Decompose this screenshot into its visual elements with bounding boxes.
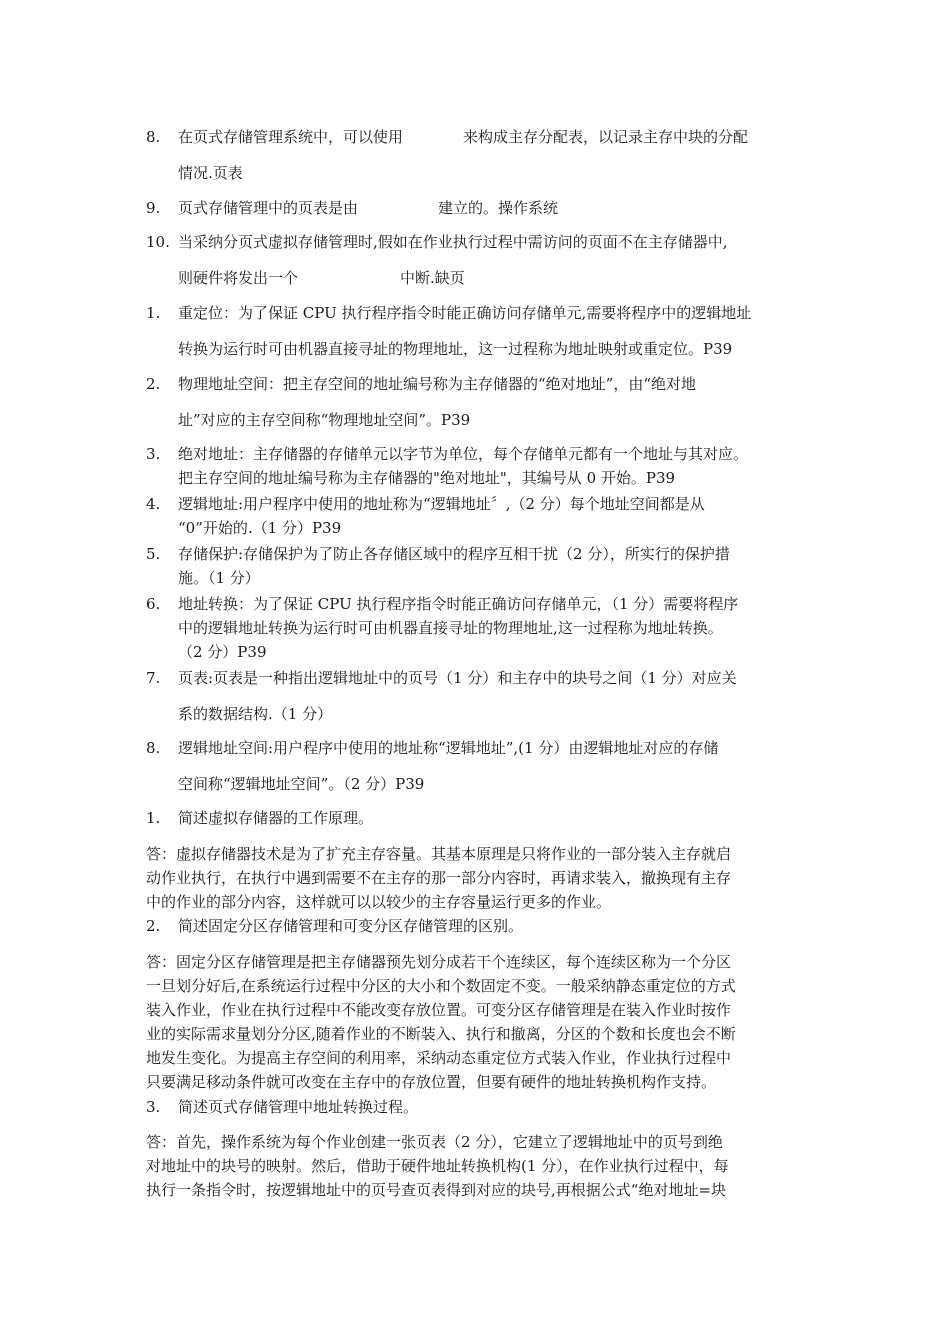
item-text: 绝对地址：主存储器的存储单元以字节为单位，每个存储单元都有一个地址与其对应。 (178, 445, 749, 463)
item-text: 逻辑地址:用户程序中使用的地址称为“逻辑地址〞,（2 分）每个地址空间都是从 (178, 495, 705, 513)
answer-line: 答：虚拟存储器技术是为了扩充主存容量。其基本原理是只将作业的一部分装入主存就启 (146, 845, 732, 863)
question-number: 3. (146, 1098, 161, 1116)
item-text: 逻辑地址空间:用户程序中使用的地址称“逻辑地址”,(1 分）由逻辑地址对应的存储 (178, 739, 719, 757)
item-text-continued: （2 分）P39 (178, 643, 267, 661)
item-text-continued: 空间称“逻辑地址空间”。（2 分）P39 (178, 775, 425, 793)
answer-line: 中的作业的部分内容，这样就可以以较少的主存容量运行更多的作业。 (146, 893, 612, 911)
item-text: 存储保护:存储保护为了防止各存储区域中的程序互相干扰（2 分），所实行的保护措 (178, 545, 730, 563)
item-text-continued: 情况.页表 (178, 164, 243, 182)
question-text: 简述虚拟存储器的工作原理。 (178, 809, 374, 827)
answer-line: 装入作业，作业在执行过程中不能改变存放位置。可变分区存储管理是在装入作业时按作 (146, 1001, 732, 1019)
answer-line: 业的实际需求量划分分区,随着作业的不断装入、执行和撤离，分区的个数和长度也会不断 (146, 1025, 736, 1043)
item-text-continued: 系的数据结构.（1 分） (178, 705, 333, 723)
question-text: 简述固定分区存储管理和可变分区存储管理的区别。 (178, 917, 524, 935)
item-text-continued: 址”对应的主存空间称“物理地址空间”。P39 (178, 411, 471, 429)
question-text: 简述页式存储管理中地址转换过程。 (178, 1098, 419, 1116)
item-text: 当采纳分页式虚拟存储管理时,假如在作业执行过程中需访问的页面不在主存储器中, (178, 233, 728, 251)
item-number: 2. (146, 375, 161, 393)
answer-line: 执行一条指令时，按逻辑地址中的页号查页表得到对应的块号,再根据公式“绝对地址=块 (146, 1181, 727, 1199)
item-number: 8. (146, 739, 161, 757)
item-number: 5. (146, 545, 161, 563)
item-text: 物理地址空间：把主存空间的地址编号称为主存储器的“绝对地址”，由“绝对地 (178, 375, 697, 393)
item-number: 3. (146, 445, 161, 463)
item-text-continued: 施。（1 分） (178, 569, 260, 587)
item-text: 重定位：为了保证 CPU 执行程序指令时能正确访问存储单元,需要将程序中的逻辑地址 (178, 304, 752, 322)
answer-line: 对地址中的块号的映射。然后，借助于硬件地址转换机构(1 分），在作业执行过程中，每 (146, 1157, 729, 1175)
item-text: 地址转换：为了保证 CPU 执行程序指令时能正确访问存储单元，（1 分）需要将程序 (178, 595, 739, 613)
answer-line: 答：首先，操作系统为每个作业创建一张页表（2 分），它建立了逻辑地址中的页号到绝 (146, 1133, 723, 1151)
item-number: 10. (146, 233, 170, 251)
item-text: 页表:页表是一种指出逻辑地址中的页号（1 分）和主存中的块号之间（1 分）对应关 (178, 669, 737, 687)
answer-line: 一旦划分好后,在系统运行过程中分区的大小和个数固定不变。一般采纳静态重定位的方式 (146, 977, 736, 995)
answer-line: 只要满足移动条件就可改变在主存中的存放位置，但要有硬件的地址转换机构作支持。 (146, 1073, 717, 1091)
item-number: 7. (146, 669, 161, 687)
item-number: 6. (146, 595, 161, 613)
item-text-continued: 转换为运行时可由机器直接寻址的物理地址，这一过程称为地址映射或重定位。P39 (178, 340, 733, 358)
item-text-continued: 把主存空间的地址编号称为主存储器的"绝对地址"，其编号从 0 开始。P39 (178, 469, 676, 487)
item-text: 在页式存储管理系统中，可以使用 来构成主存分配表，以记录主存中块的分配 (178, 128, 749, 146)
item-number: 1. (146, 304, 161, 322)
answer-line: 答：固定分区存储管理是把主存储器预先划分成若干个连续区，每个连续区称为一个分区 (146, 953, 732, 971)
item-number: 8. (146, 128, 161, 146)
item-number: 9. (146, 199, 161, 217)
item-text-continued: 则硬件将发出一个 中断.缺页 (178, 269, 465, 287)
question-number: 1. (146, 809, 161, 827)
question-number: 2. (146, 917, 161, 935)
item-text-continued: “0”开始的.（1 分）P39 (178, 519, 342, 537)
answer-line: 地发生变化。为提高主存空间的利用率，采纳动态重定位方式装入作业，作业执行过程中 (146, 1049, 732, 1067)
item-text: 页式存储管理中的页表是由 建立的。操作系统 (178, 199, 559, 217)
item-text-continued: 中的逻辑地址转换为运行时可由机器直接寻址的物理地址,这一过程称为地址转换。 (178, 619, 723, 637)
item-number: 4. (146, 495, 161, 513)
answer-line: 动作业执行，在执行中遇到需要不在主存的那一部分内容时，再请求装入，撤换现有主存 (146, 869, 732, 887)
